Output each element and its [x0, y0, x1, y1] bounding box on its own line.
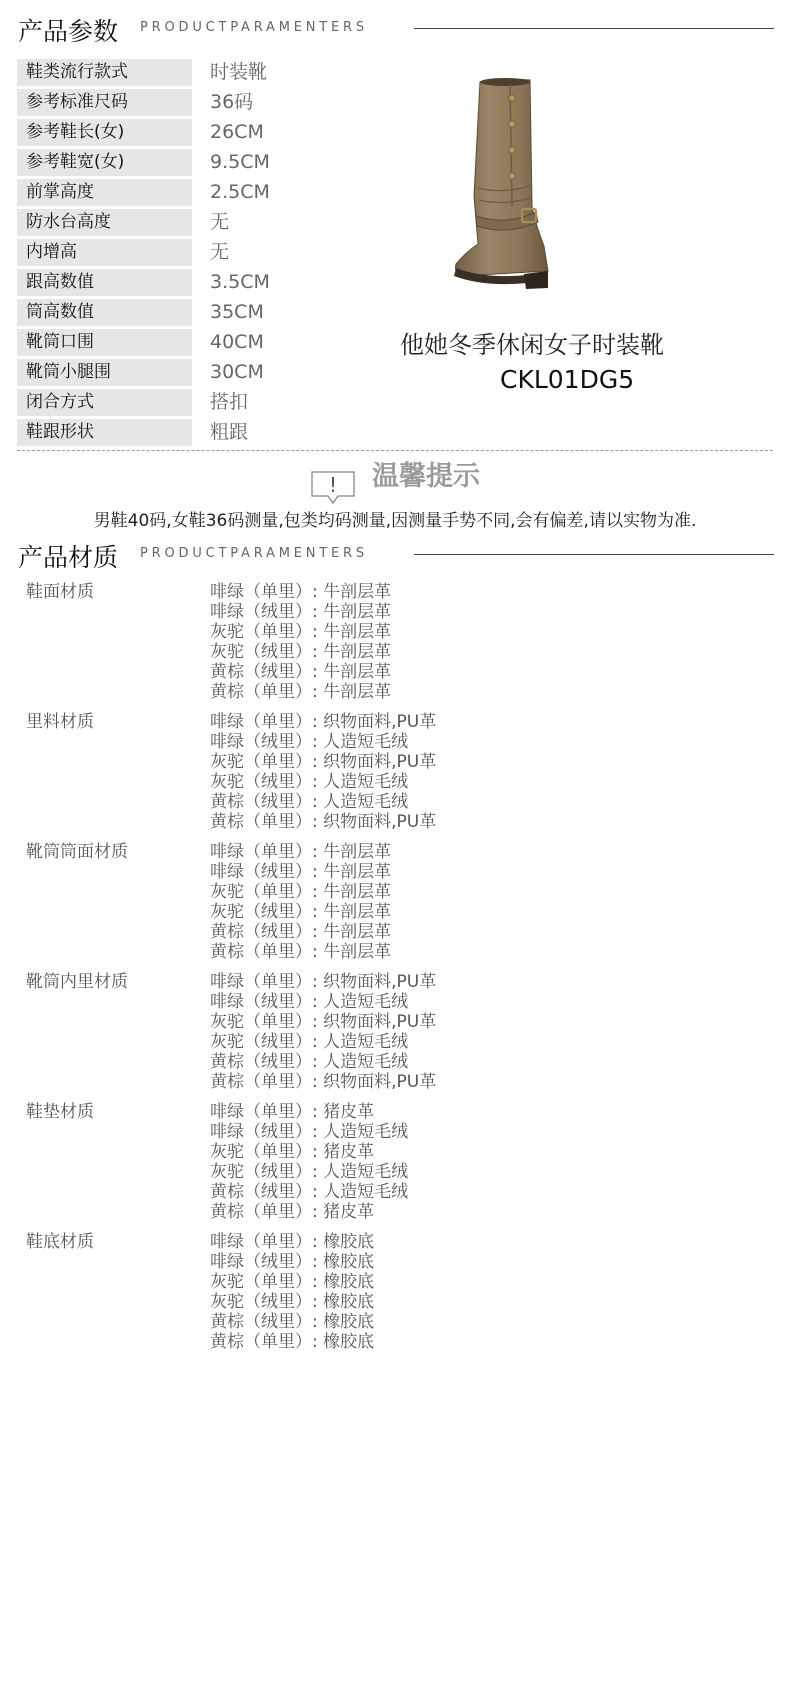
material-lines: [210, 972, 436, 1092]
param-label: 内增高: [17, 239, 192, 266]
material-line: 灰驼（单里）: 牛剖层革: [210, 882, 392, 902]
param-label: 参考鞋长(女): [17, 119, 192, 146]
param-row: [17, 58, 357, 88]
param-label: 前掌高度: [17, 179, 192, 206]
material-lines: [210, 1232, 374, 1352]
param-row: [17, 358, 357, 388]
material-lines: [210, 842, 391, 962]
material-label: 鞋面材质: [26, 582, 94, 602]
material-line: 黄棕（绒里）: 人造短毛绒: [210, 792, 409, 812]
param-label: 靴筒小腿围: [17, 359, 192, 386]
material-line: 黄棕（单里）: 牛剖层革: [210, 942, 392, 962]
param-row: [17, 148, 357, 178]
material-label: 里料材质: [26, 712, 94, 732]
material-line: 黄棕（绒里）: 人造短毛绒: [210, 1182, 409, 1202]
material-lines: [210, 1102, 408, 1222]
material-line: 啡绿（单里）: 橡胶底: [210, 1232, 375, 1252]
material-line: 啡绿（绒里）: 牛剖层革: [210, 862, 392, 882]
param-label: 鞋类流行款式: [17, 59, 192, 86]
material-line: 啡绿（绒里）: 人造短毛绒: [210, 1122, 409, 1142]
material-line: 灰驼（绒里）: 人造短毛绒: [210, 1032, 409, 1052]
param-value: 搭扣: [210, 391, 249, 413]
material-line: 黄棕（绒里）: 橡胶底: [210, 1312, 375, 1332]
param-value: 3.5CM: [210, 271, 270, 293]
material-line: 黄棕（绒里）: 人造短毛绒: [210, 1052, 409, 1072]
param-row: [17, 298, 357, 328]
params-section-header: [18, 8, 774, 48]
materials-section-title: 产品材质: [18, 543, 119, 572]
param-value: 时装靴: [210, 61, 268, 83]
material-line: 黄棕（单里）: 织物面料,PU革: [210, 812, 437, 832]
material-line: 灰驼（单里）: 牛剖层革: [210, 622, 392, 642]
header-divider: [414, 28, 774, 29]
param-value: 40CM: [210, 331, 264, 353]
materials-section-subtitle: PRODUCTPARAMENTERS: [140, 546, 368, 561]
material-line: 啡绿（单里）: 织物面料,PU革: [210, 712, 437, 732]
material-line: 啡绿（绒里）: 橡胶底: [210, 1252, 375, 1272]
param-row: [17, 88, 357, 118]
param-label: 闭合方式: [17, 389, 192, 416]
tip-exclamation-glyph: !: [328, 473, 338, 497]
param-value: 无: [210, 211, 230, 233]
material-lines: [210, 712, 436, 832]
params-section-subtitle: PRODUCTPARAMENTERS: [140, 20, 368, 35]
param-label: 靴筒口围: [17, 329, 192, 356]
param-row: [17, 388, 357, 418]
param-label: 鞋跟形状: [17, 419, 192, 446]
material-label: 鞋底材质: [26, 1232, 94, 1252]
param-value: 35CM: [210, 301, 264, 323]
material-line: 灰驼（绒里）: 牛剖层革: [210, 642, 392, 662]
material-group: [26, 1232, 626, 1362]
material-line: 黄棕（绒里）: 牛剖层革: [210, 662, 392, 682]
param-row: [17, 118, 357, 148]
material-label: 靴筒内里材质: [26, 972, 128, 992]
dashed-divider: [17, 450, 773, 451]
material-lines: [210, 582, 391, 702]
material-line: 灰驼（绒里）: 牛剖层革: [210, 902, 392, 922]
param-row: [17, 328, 357, 358]
param-value: 无: [210, 241, 230, 263]
material-line: 啡绿（绒里）: 人造短毛绒: [210, 732, 409, 752]
material-label: 靴筒筒面材质: [26, 842, 128, 862]
param-row: [17, 238, 357, 268]
param-value: 粗跟: [210, 421, 249, 443]
material-line: 灰驼（绒里）: 人造短毛绒: [210, 1162, 409, 1182]
param-row: [17, 418, 357, 448]
header-divider: [414, 554, 774, 555]
param-value: 30CM: [210, 361, 264, 383]
material-line: 灰驼（绒里）: 人造短毛绒: [210, 772, 409, 792]
tip-text: 男鞋40码,女鞋36码测量,包类均码测量,因测量手势不同,会有偏差,请以实物为准.: [93, 511, 697, 531]
params-section-title: 产品参数: [18, 17, 119, 46]
material-group: [26, 712, 626, 842]
material-line: 黄棕（单里）: 橡胶底: [210, 1332, 375, 1352]
material-line: 啡绿（单里）: 牛剖层革: [210, 582, 392, 602]
material-line: 黄棕（单里）: 猪皮革: [210, 1202, 375, 1222]
product-code: CKL01DG5: [500, 365, 635, 394]
param-label: 防水台高度: [17, 209, 192, 236]
param-label: 参考标准尺码: [17, 89, 192, 116]
tip-title: 温馨提示: [372, 461, 480, 492]
materials-section-header: [18, 534, 774, 574]
param-value: 9.5CM: [210, 151, 270, 173]
param-value: 2.5CM: [210, 181, 270, 203]
material-group: [26, 582, 626, 712]
material-group: [26, 972, 626, 1102]
material-group: [26, 842, 626, 972]
material-line: 灰驼（单里）: 织物面料,PU革: [210, 1012, 437, 1032]
param-row: [17, 178, 357, 208]
product-name: 他她冬季休闲女子时装靴: [400, 331, 664, 359]
material-line: 黄棕（单里）: 织物面料,PU革: [210, 1072, 437, 1092]
materials-list: [26, 582, 626, 1362]
param-value: 36码: [210, 91, 254, 113]
boot-illustration: [432, 76, 582, 306]
param-label: 参考鞋宽(女): [17, 149, 192, 176]
param-row: [17, 208, 357, 238]
material-label: 鞋垫材质: [26, 1102, 94, 1122]
param-row: [17, 268, 357, 298]
tip-speech-bubble-icon: [310, 470, 356, 506]
material-line: 灰驼（单里）: 猪皮革: [210, 1142, 375, 1162]
material-line: 灰驼（单里）: 织物面料,PU革: [210, 752, 437, 772]
param-label: 筒高数值: [17, 299, 192, 326]
material-line: 黄棕（单里）: 牛剖层革: [210, 682, 392, 702]
param-value: 26CM: [210, 121, 264, 143]
material-group: [26, 1102, 626, 1232]
material-line: 啡绿（单里）: 猪皮革: [210, 1102, 375, 1122]
material-line: 啡绿（绒里）: 人造短毛绒: [210, 992, 409, 1012]
material-line: 黄棕（绒里）: 牛剖层革: [210, 922, 392, 942]
param-label: 跟高数值: [17, 269, 192, 296]
material-line: 啡绿（单里）: 牛剖层革: [210, 842, 392, 862]
material-line: 啡绿（单里）: 织物面料,PU革: [210, 972, 437, 992]
material-line: 啡绿（绒里）: 牛剖层革: [210, 602, 392, 622]
params-table: [17, 58, 357, 448]
material-line: 灰驼（单里）: 橡胶底: [210, 1272, 375, 1292]
product-image: [432, 76, 582, 306]
material-line: 灰驼（绒里）: 橡胶底: [210, 1292, 375, 1312]
